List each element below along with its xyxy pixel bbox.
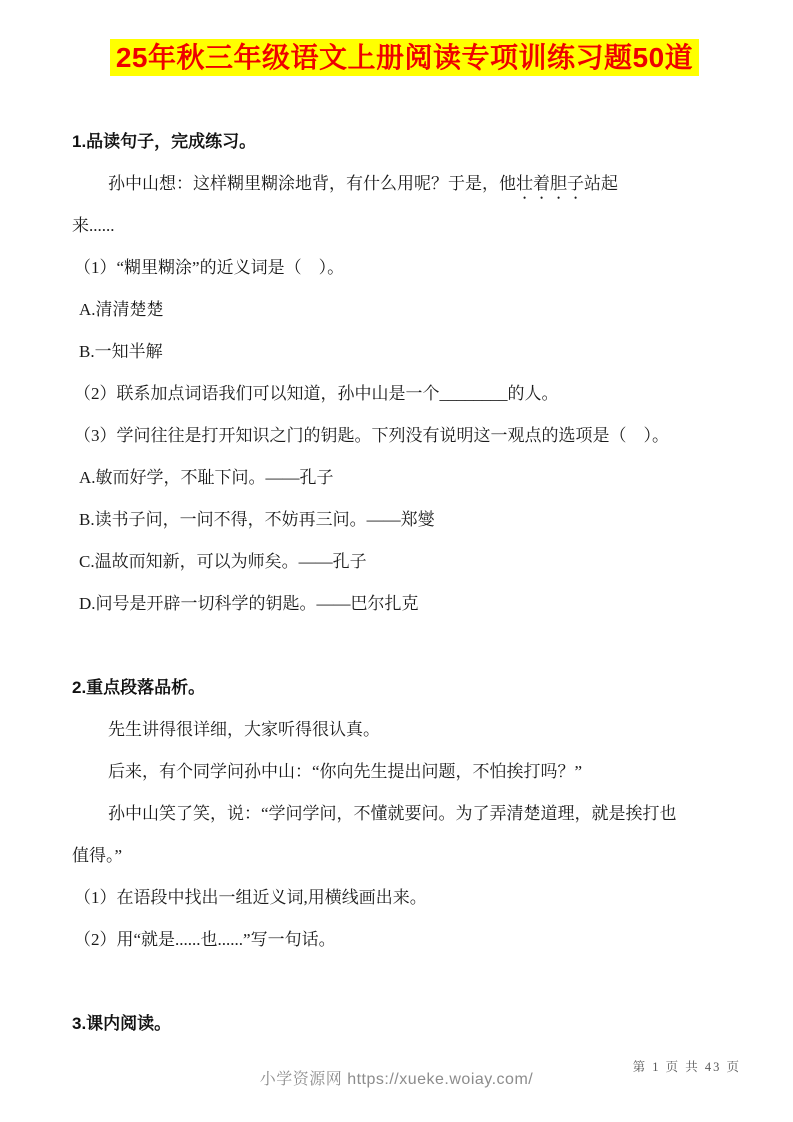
question-line: （1）“糊里糊涂”的近义词是（ ）。 (74, 258, 345, 277)
question-line: （3）学问往往是打开知识之门的钥匙。下列没有说明这一观点的选项是（ ）。 (74, 426, 669, 445)
emphasis-dotted-text: 壮着胆子 (516, 174, 584, 193)
option-line: A.敏而好学，不耻下问。——孔子 (79, 468, 334, 487)
document-title (72, 36, 737, 85)
text-segment: 孙中山想：这样糊里糊涂地背，有什么用呢？于是，他 (108, 174, 516, 193)
option-line: B.一知半解 (79, 342, 163, 361)
paragraph-line: 后来，有个同学问孙中山：“你向先生提出问题，不怕挨打吗？” (108, 762, 583, 781)
paragraph-line (72, 163, 737, 205)
section-heading: 1.品读句子，完成练习。 (72, 132, 257, 151)
paragraph-line: 值得。” (72, 846, 123, 865)
spacer (72, 625, 737, 667)
text-segment: 站起 (584, 174, 618, 193)
paragraph-line: 来...... (72, 216, 115, 235)
option-line: D.问号是开辟一切科学的钥匙。——巴尔扎克 (79, 594, 419, 613)
section-heading: 3.课内阅读。 (72, 1014, 172, 1033)
footer-site-url: 小学资源网 https://xueke.woiay.com/ (259, 1071, 534, 1088)
spacer (72, 961, 737, 1003)
paragraph-line: 孙中山笑了笑，说：“学问学问，不懂就要问。为了弄清楚道理，就是挨打也 (108, 804, 677, 823)
option-line: C.温故而知新，可以为师矣。——孔子 (79, 552, 367, 571)
question-line: （1）在语段中找出一组近义词,用横线画出来。 (74, 888, 427, 907)
content (72, 121, 737, 1045)
option-line: A.清清楚楚 (79, 300, 164, 319)
footer-page-number: 第 1 页 共 43 页 (632, 1060, 741, 1074)
question-line: （2）用“就是......也......”写一句话。 (74, 930, 336, 949)
paragraph-line: 先生讲得很详细，大家听得很认真。 (108, 720, 380, 739)
option-line: B.读书子问，一问不得，不妨再三问。——郑燮 (79, 510, 435, 529)
section-heading: 2.重点段落品析。 (72, 678, 206, 697)
document-title-text: 25年秋三年级语文上册阅读专项训练习题50道 (110, 39, 699, 76)
question-line: （2）联系加点词语我们可以知道，孙中山是一个________的人。 (74, 384, 559, 403)
